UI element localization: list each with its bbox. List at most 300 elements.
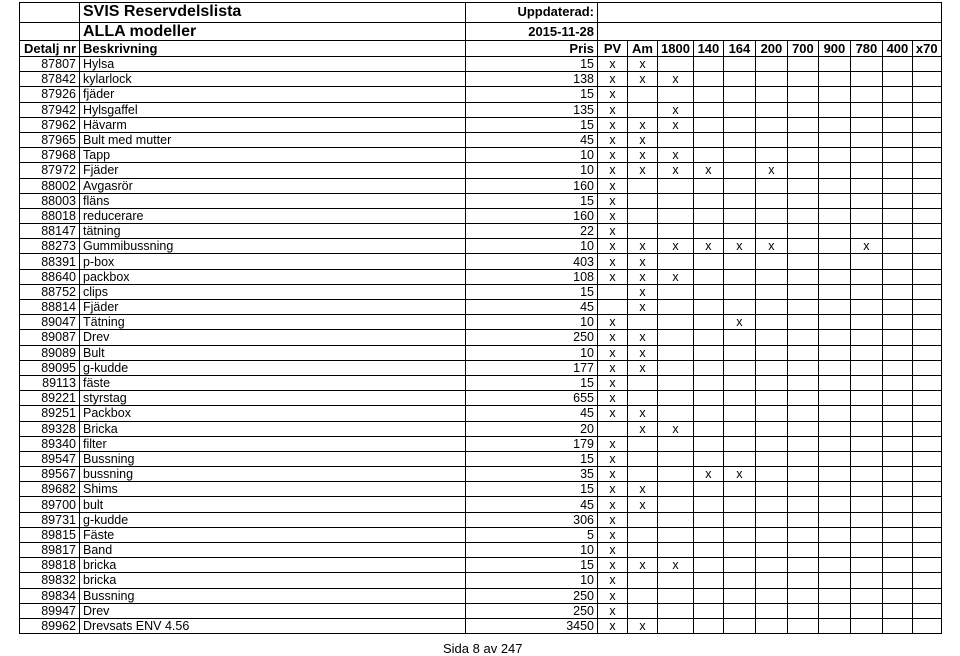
part-number: 88391: [20, 254, 80, 269]
model-mark: [755, 72, 787, 87]
model-mark: [755, 451, 787, 466]
model-mark: [787, 451, 818, 466]
model-mark: x: [628, 117, 658, 132]
model-mark: [755, 482, 787, 497]
model-mark: [755, 360, 787, 375]
description: Bussning: [80, 451, 466, 466]
model-mark: [658, 87, 694, 102]
model-mark: [912, 527, 941, 542]
model-mark: [628, 573, 658, 588]
model-mark: [818, 618, 850, 633]
model-mark: [882, 527, 912, 542]
part-number: 89817: [20, 543, 80, 558]
model-mark: x: [658, 117, 694, 132]
model-mark: [818, 436, 850, 451]
price: 15: [466, 284, 598, 299]
model-mark: [658, 132, 694, 147]
model-mark: [787, 603, 818, 618]
model-mark: [755, 148, 787, 163]
model-mark: [693, 300, 723, 315]
model-mark: x: [598, 573, 628, 588]
model-mark: [818, 482, 850, 497]
model-mark: [693, 603, 723, 618]
model-mark: [787, 375, 818, 390]
model-mark: [755, 284, 787, 299]
model-mark: x: [723, 467, 755, 482]
model-mark: x: [598, 375, 628, 390]
table-row: [20, 558, 942, 573]
description: Hylsgaffel: [80, 102, 466, 117]
model-mark: [723, 224, 755, 239]
table-row: [20, 497, 942, 512]
model-mark: [693, 330, 723, 345]
model-mark: [787, 254, 818, 269]
model-mark: [818, 512, 850, 527]
model-mark: [658, 330, 694, 345]
model-mark: [882, 330, 912, 345]
model-mark: [850, 269, 882, 284]
model-mark: [693, 72, 723, 87]
model-mark: x: [628, 284, 658, 299]
model-mark: [787, 102, 818, 117]
model-mark: [850, 254, 882, 269]
model-mark: [850, 224, 882, 239]
table-row: [20, 345, 942, 360]
model-mark: [850, 178, 882, 193]
model-mark: x: [628, 406, 658, 421]
model-mark: x: [658, 239, 694, 254]
description: tätning: [80, 224, 466, 239]
model-mark: [818, 588, 850, 603]
part-number: 89087: [20, 330, 80, 345]
model-mark: [755, 345, 787, 360]
model-mark: [787, 57, 818, 72]
model-mark: x: [628, 300, 658, 315]
table-row: [20, 102, 942, 117]
model-mark: x: [598, 527, 628, 542]
model-mark: [628, 178, 658, 193]
model-mark: [787, 148, 818, 163]
title-cell-blank: [20, 3, 80, 23]
model-mark: [912, 208, 941, 223]
model-mark: [912, 451, 941, 466]
model-mark: [882, 102, 912, 117]
model-mark: [693, 178, 723, 193]
description: Packbox: [80, 406, 466, 421]
model-mark: [693, 512, 723, 527]
model-mark: [882, 558, 912, 573]
model-mark: [628, 603, 658, 618]
model-mark: [693, 148, 723, 163]
model-mark: [628, 391, 658, 406]
model-mark: [628, 512, 658, 527]
model-mark: [787, 117, 818, 132]
description: Tätning: [80, 315, 466, 330]
part-number: 89962: [20, 618, 80, 633]
model-mark: [818, 543, 850, 558]
model-mark: [787, 406, 818, 421]
description: g-kudde: [80, 360, 466, 375]
model-mark: [882, 315, 912, 330]
description: Band: [80, 543, 466, 558]
price: 10: [466, 573, 598, 588]
model-mark: [818, 284, 850, 299]
model-mark: [628, 527, 658, 542]
price: 15: [466, 193, 598, 208]
model-mark: [882, 451, 912, 466]
part-number: 87968: [20, 148, 80, 163]
model-mark: x: [598, 102, 628, 117]
model-mark: [912, 330, 941, 345]
model-mark: [912, 573, 941, 588]
model-mark: [693, 87, 723, 102]
model-mark: [755, 117, 787, 132]
model-mark: [818, 406, 850, 421]
part-number: 89340: [20, 436, 80, 451]
model-mark: x: [628, 57, 658, 72]
model-mark: [723, 406, 755, 421]
model-mark: [882, 72, 912, 87]
table-row: [20, 421, 942, 436]
model-mark: [850, 208, 882, 223]
model-mark: [755, 102, 787, 117]
model-mark: [882, 117, 912, 132]
model-mark: [882, 543, 912, 558]
model-mark: [818, 254, 850, 269]
description: Hävarm: [80, 117, 466, 132]
description: Fjäder: [80, 163, 466, 178]
table-row: [20, 482, 942, 497]
model-mark: [723, 618, 755, 633]
model-mark: [787, 193, 818, 208]
model-mark: [723, 57, 755, 72]
model-mark: [787, 421, 818, 436]
model-mark: [912, 406, 941, 421]
model-mark: [628, 588, 658, 603]
model-mark: x: [598, 132, 628, 147]
description: g-kudde: [80, 512, 466, 527]
model-mark: [818, 163, 850, 178]
model-mark: [658, 360, 694, 375]
model-mark: x: [598, 87, 628, 102]
model-mark: [882, 467, 912, 482]
model-mark: [818, 330, 850, 345]
model-mark: [755, 193, 787, 208]
model-mark: [787, 345, 818, 360]
model-mark: [723, 269, 755, 284]
model-mark: x: [598, 436, 628, 451]
price: 15: [466, 451, 598, 466]
model-mark: x: [598, 117, 628, 132]
model-mark: [658, 543, 694, 558]
model-mark: [598, 284, 628, 299]
model-mark: [723, 117, 755, 132]
part-number: 89818: [20, 558, 80, 573]
model-mark: [658, 603, 694, 618]
sheet-subtitle: ALLA modeller: [80, 22, 466, 40]
model-mark: [755, 315, 787, 330]
model-mark: [693, 117, 723, 132]
model-mark: [912, 178, 941, 193]
part-number: 88640: [20, 269, 80, 284]
model-mark: [787, 315, 818, 330]
model-mark: [850, 375, 882, 390]
price: 10: [466, 345, 598, 360]
model-mark: [658, 391, 694, 406]
model-mark: [693, 132, 723, 147]
table-row: [20, 224, 942, 239]
model-mark: [882, 148, 912, 163]
table-row: [20, 148, 942, 163]
description: filter: [80, 436, 466, 451]
model-mark: [882, 254, 912, 269]
description: Drev: [80, 330, 466, 345]
description: fläns: [80, 193, 466, 208]
part-number: 87926: [20, 87, 80, 102]
model-mark: [693, 102, 723, 117]
description: Fäste: [80, 527, 466, 542]
model-mark: [658, 406, 694, 421]
model-mark: [723, 375, 755, 390]
model-mark: [723, 178, 755, 193]
price: 108: [466, 269, 598, 284]
model-mark: [882, 284, 912, 299]
column-header: 780: [850, 40, 882, 57]
model-mark: x: [628, 482, 658, 497]
model-mark: [912, 87, 941, 102]
model-mark: [912, 482, 941, 497]
model-mark: [818, 224, 850, 239]
model-mark: [850, 482, 882, 497]
model-mark: [850, 330, 882, 345]
table-row: [20, 406, 942, 421]
model-mark: [850, 87, 882, 102]
part-number: 88273: [20, 239, 80, 254]
model-mark: x: [658, 269, 694, 284]
part-number: 88002: [20, 178, 80, 193]
price: 10: [466, 163, 598, 178]
table-row: [20, 208, 942, 223]
part-number: 87965: [20, 132, 80, 147]
price: 306: [466, 512, 598, 527]
model-mark: [693, 224, 723, 239]
model-mark: [658, 497, 694, 512]
model-mark: x: [628, 163, 658, 178]
description: bricka: [80, 573, 466, 588]
part-number: 89047: [20, 315, 80, 330]
column-header: 200: [755, 40, 787, 57]
description: Hylsa: [80, 57, 466, 72]
model-mark: [755, 588, 787, 603]
model-mark: [628, 467, 658, 482]
model-mark: [818, 391, 850, 406]
model-mark: [787, 618, 818, 633]
model-mark: [850, 360, 882, 375]
model-mark: [693, 421, 723, 436]
model-mark: [850, 315, 882, 330]
model-mark: [628, 436, 658, 451]
model-mark: x: [598, 345, 628, 360]
model-mark: [755, 254, 787, 269]
part-number: 87807: [20, 57, 80, 72]
price: 45: [466, 497, 598, 512]
model-mark: [723, 527, 755, 542]
model-mark: [787, 284, 818, 299]
table-row: [20, 527, 942, 542]
model-mark: [818, 573, 850, 588]
part-number: 88003: [20, 193, 80, 208]
model-mark: [882, 239, 912, 254]
table-row: [20, 300, 942, 315]
model-mark: [598, 300, 628, 315]
description: Tapp: [80, 148, 466, 163]
price: 45: [466, 406, 598, 421]
model-mark: [787, 482, 818, 497]
model-mark: x: [628, 618, 658, 633]
part-number: 87842: [20, 72, 80, 87]
part-number: 89089: [20, 345, 80, 360]
model-mark: [882, 406, 912, 421]
model-mark: [693, 497, 723, 512]
description: fäste: [80, 375, 466, 390]
model-mark: [818, 148, 850, 163]
price: 22: [466, 224, 598, 239]
model-mark: [628, 543, 658, 558]
price: 250: [466, 603, 598, 618]
model-mark: [912, 72, 941, 87]
model-mark: [850, 406, 882, 421]
model-mark: [850, 467, 882, 482]
model-mark: [755, 406, 787, 421]
model-mark: [755, 208, 787, 223]
title-row-filler: [598, 3, 942, 23]
model-mark: x: [628, 132, 658, 147]
model-mark: [658, 345, 694, 360]
model-mark: [693, 451, 723, 466]
model-mark: x: [850, 239, 882, 254]
model-mark: [693, 208, 723, 223]
model-mark: [693, 193, 723, 208]
model-mark: [912, 315, 941, 330]
model-mark: [787, 467, 818, 482]
model-mark: [693, 345, 723, 360]
model-mark: [912, 224, 941, 239]
model-mark: [818, 421, 850, 436]
model-mark: [912, 102, 941, 117]
description: bricka: [80, 558, 466, 573]
description: Bussning: [80, 588, 466, 603]
price: 45: [466, 132, 598, 147]
model-mark: [912, 512, 941, 527]
model-mark: [658, 573, 694, 588]
model-mark: [912, 436, 941, 451]
column-header: 164: [723, 40, 755, 57]
model-mark: [850, 421, 882, 436]
model-mark: [787, 87, 818, 102]
model-mark: [912, 345, 941, 360]
part-number: 89832: [20, 573, 80, 588]
model-mark: [628, 208, 658, 223]
model-mark: [787, 360, 818, 375]
model-mark: [628, 102, 658, 117]
model-mark: [693, 573, 723, 588]
part-number: 88018: [20, 208, 80, 223]
part-number: 88147: [20, 224, 80, 239]
table-row: [20, 239, 942, 254]
model-mark: [882, 375, 912, 390]
model-mark: x: [755, 239, 787, 254]
description: Fjäder: [80, 300, 466, 315]
description: Gummibussning: [80, 239, 466, 254]
table-row: [20, 330, 942, 345]
model-mark: x: [723, 315, 755, 330]
model-mark: [693, 315, 723, 330]
model-mark: x: [598, 193, 628, 208]
model-mark: [850, 193, 882, 208]
model-mark: x: [628, 254, 658, 269]
model-mark: [658, 315, 694, 330]
model-mark: [693, 588, 723, 603]
model-mark: [912, 467, 941, 482]
price: 177: [466, 360, 598, 375]
model-mark: [818, 558, 850, 573]
model-mark: [818, 72, 850, 87]
table-row: [20, 573, 942, 588]
model-mark: [787, 497, 818, 512]
model-mark: [723, 512, 755, 527]
model-mark: [755, 558, 787, 573]
description: clips: [80, 284, 466, 299]
model-mark: x: [658, 72, 694, 87]
model-mark: x: [628, 330, 658, 345]
model-mark: x: [598, 269, 628, 284]
price: 10: [466, 315, 598, 330]
table-row: [20, 467, 942, 482]
part-number: 89328: [20, 421, 80, 436]
part-number: 89567: [20, 467, 80, 482]
model-mark: [850, 300, 882, 315]
model-mark: [882, 573, 912, 588]
model-mark: x: [598, 254, 628, 269]
part-number: 89700: [20, 497, 80, 512]
model-mark: [755, 57, 787, 72]
price: 15: [466, 482, 598, 497]
model-mark: [693, 284, 723, 299]
sheet-title: SVIS Reservdelslista: [80, 3, 466, 23]
model-mark: [658, 512, 694, 527]
part-number: 88814: [20, 300, 80, 315]
model-mark: [755, 603, 787, 618]
table-row: [20, 269, 942, 284]
model-mark: [850, 57, 882, 72]
model-mark: [818, 117, 850, 132]
description: Shims: [80, 482, 466, 497]
model-mark: [755, 330, 787, 345]
model-mark: [755, 573, 787, 588]
model-mark: x: [598, 467, 628, 482]
model-mark: [787, 512, 818, 527]
model-mark: [755, 618, 787, 633]
price: 15: [466, 87, 598, 102]
model-mark: [693, 269, 723, 284]
model-mark: [850, 603, 882, 618]
model-mark: [755, 527, 787, 542]
model-mark: [912, 132, 941, 147]
model-mark: x: [598, 618, 628, 633]
price: 15: [466, 375, 598, 390]
model-mark: [850, 436, 882, 451]
table-row: [20, 360, 942, 375]
